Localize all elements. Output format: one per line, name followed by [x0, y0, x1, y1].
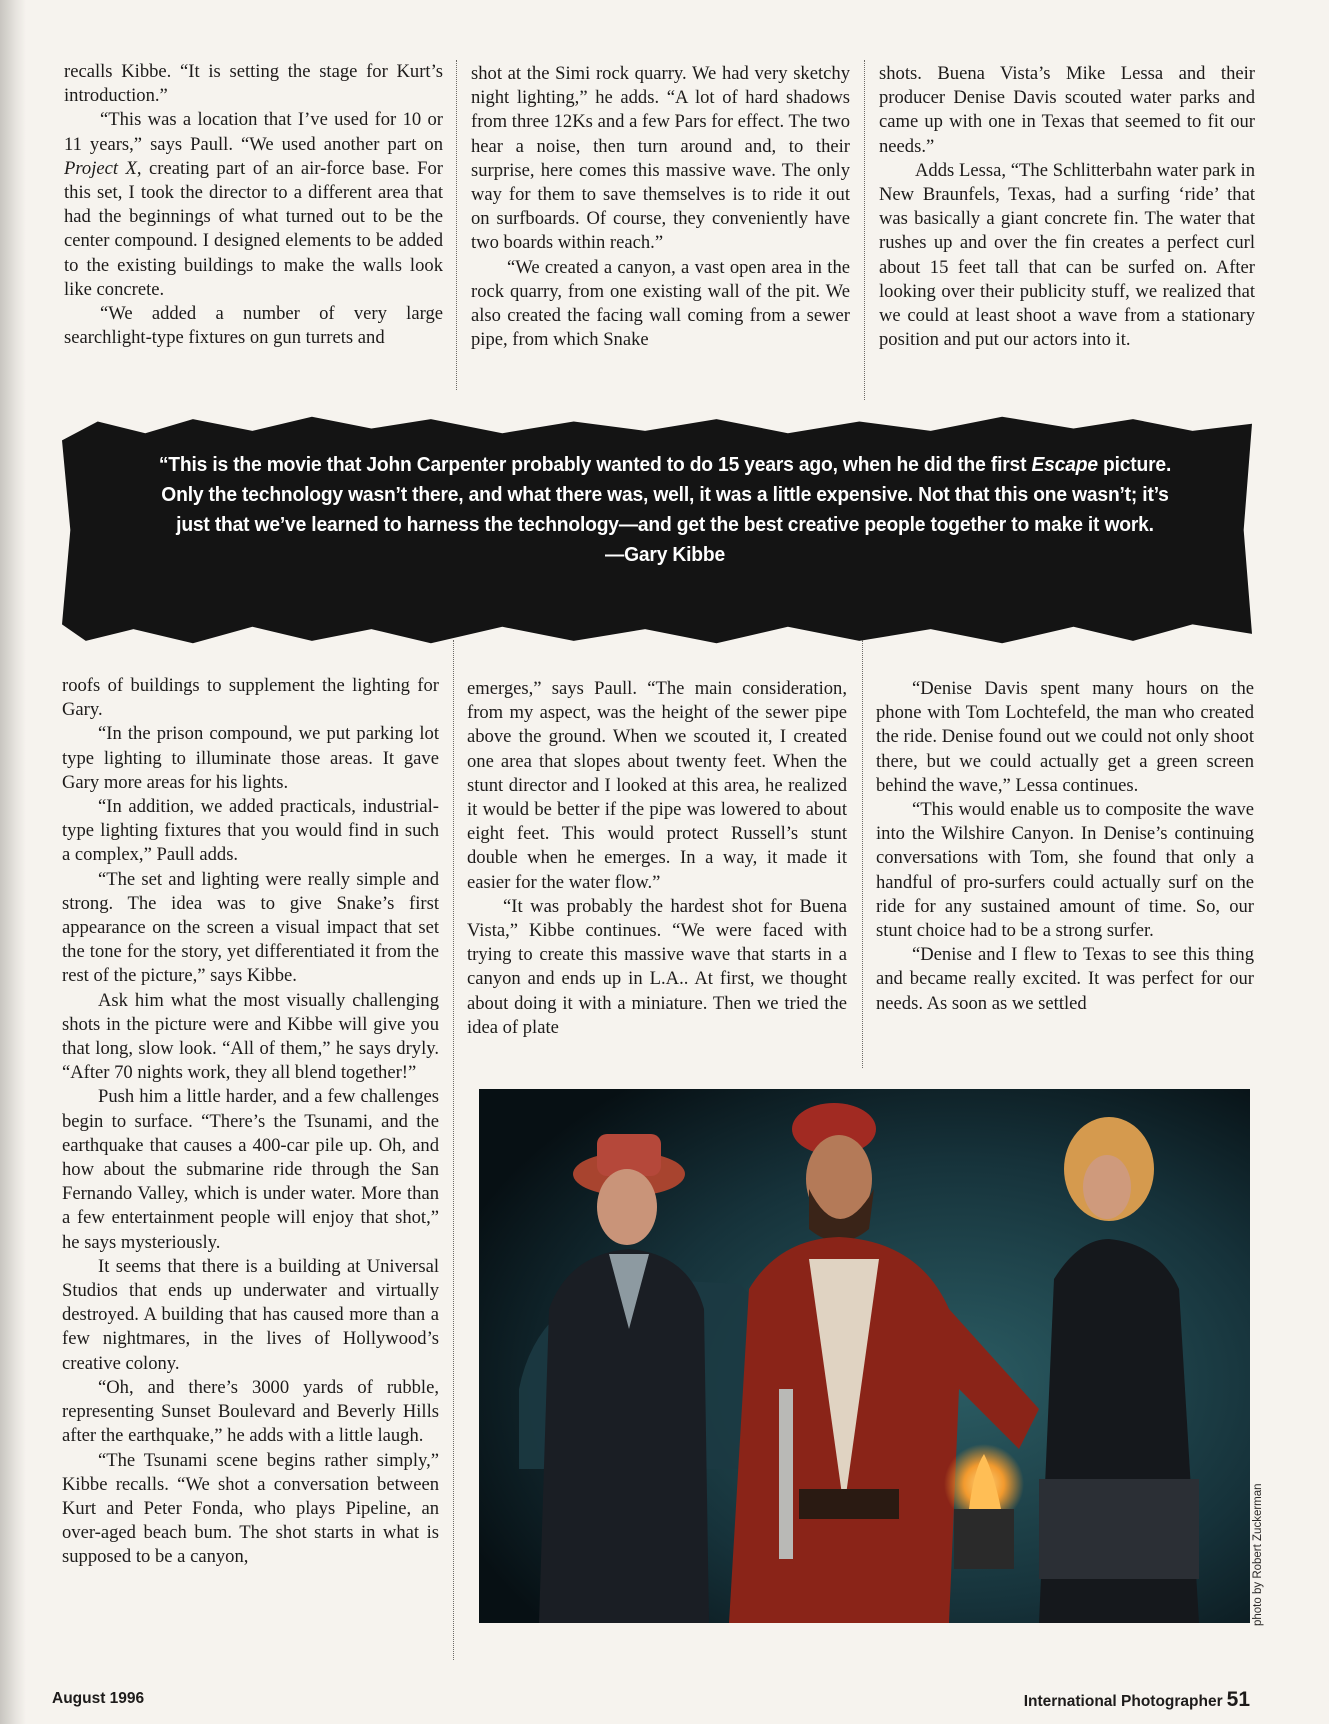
paragraph: “In addition, we added practicals, industrial-type lighting fixtures that you would find in such a complex,” Paull adds.: [62, 796, 439, 866]
belt: [799, 1489, 899, 1519]
paragraph: “In the prison compound, we put parking lot type lighting to illuminate those areas. It gave Gary more areas for his lights.: [62, 723, 439, 793]
paragraph: It seems that there is a building at Universal Studios that ends up underwater and virtually destroyed. A building that has caused more than a few nightmares, in the lives of Hollywood’s creative colony.: [62, 1255, 439, 1374]
column-divider: [453, 640, 454, 1660]
gun-barrel: [779, 1389, 793, 1559]
paragraph: “The Tsunami scene begins rather simply,” Kibbe recalls. “We shot a conversation between Kurt and Peter Fonda, who plays Pipeline, an over-aged beach bum. The shot starts in what is supposed to be a canyon,: [62, 1449, 439, 1568]
page-spine-shadow: [0, 0, 26, 1724]
pull-quote-italic: Escape: [1031, 453, 1098, 476]
paragraph: “We created a canyon, a vast open area in the rock quarry, from one existing wall of the pit. We also created the facing wall coming from a sewer pipe, from which Snake: [471, 256, 850, 351]
column-bottom-left: [62, 674, 439, 1656]
paragraph: “It was probably the hardest shot for Buena Vista,” Kibbe continues. “We were faced with trying to create this massive wave that starts in a canyon and ends up in L.A.. At first, we thought about doing it with a miniature. Then we tried the idea of plate: [467, 895, 847, 1038]
face-right: [1083, 1155, 1131, 1219]
paragraph: shot at the Simi rock quarry. We had very sketchy night lighting,” he adds. “A lot of hard shadows from three 12Ks and a few Pars for effect. The two hear a noise, then turn around and, to their surprise, here comes this massive wave. The only way for them to save themselves is to ride it out on surfboards. Of course, they conveniently have two boards within reach.”: [471, 63, 850, 254]
paragraph: “This would enable us to composite the wave into the Wilshire Canyon. In Denise’s continuing conversations with Tom, she found that only a handful of pro-surfers could actually surf on the ride for any sustained amount of time. So, our stunt choice had to be a strong surfer.: [876, 799, 1254, 942]
fire-barrel: [954, 1509, 1014, 1569]
footer-folio: [1024, 1688, 1250, 1712]
page-number: 51: [1226, 1688, 1250, 1711]
shorts: [1039, 1479, 1199, 1579]
pull-quote-attribution: —Gary Kibbe: [604, 543, 725, 566]
column-top-right: [879, 62, 1255, 388]
column-bottom-middle: [467, 677, 847, 1063]
face-left: [597, 1169, 657, 1245]
column-divider: [862, 640, 863, 1068]
footer-date: August 1996: [52, 1690, 145, 1707]
column-divider: [864, 60, 865, 400]
paragraph: Push him a little harder, and a few challenges begin to surface. “There’s the Tsunami, and the earthquake that causes a 400-car pile up. Oh, and how about the submarine ride through the San Fernando Valley, which is under water. More than a few entertainment people will enjoy that shot,” he says mysteriously.: [62, 1086, 439, 1253]
paragraph: recalls Kibbe. “It is setting the stage for Kurt’s introduction.”: [64, 61, 443, 107]
paragraph: “Denise and I flew to Texas to see this thing and became really excited. It was perfect for our needs. As soon as we settled: [876, 944, 1254, 1014]
column-top-middle: [471, 62, 850, 388]
paragraph: emerges,” says Paull. “The main consideration, from my aspect, was the height of the sewer pipe above the ground. When we scouted it, I created one area that slopes about twenty feet. When the stunt director and I looked at this area, he realized it would be better if the pipe was lowered to about eight feet. This would protect Russell’s stunt double when he emerges. In a way, it made it easier for the water flow.”: [467, 678, 847, 893]
photo-credit: photo by Robert Zuckerman: [1252, 1483, 1264, 1626]
column-bottom-right: [876, 677, 1254, 1063]
paragraph: roofs of buildings to supplement the lighting for Gary.: [62, 675, 439, 721]
paragraph: “This was a location that I’ve used for 10 or 11 years,” says Paull. “We used another part on Project X, creating part of an air-force base. For this set, I took the director to a different area that had the beginnings of what turned out to be the center compound. I designed elements to be added to the existing buildings to make the walls look like concrete.: [64, 109, 443, 300]
paragraph: “Oh, and there’s 3000 yards of rubble, representing Sunset Boulevard and Beverly Hills after the earthquake,” he adds with a little laugh.: [62, 1376, 439, 1447]
paragraph: “Denise Davis spent many hours on the phone with Tom Lochtefeld, the man who created the ride. Denise found out we could not only shoot there, but we could actually get a green screen behind the wave,” Lessa continues.: [876, 678, 1254, 796]
film-still-photo: [479, 1089, 1250, 1623]
pull-quote: “This is the movie that John Carpenter probably wanted to do 15 years ago, when he did the first Escape picture. Only the technology wasn’t there, and what there was, well, it was a little expensive. Not that this one wasn’t; it’s just that we’ve learned to harness the technology—and get the best creative people together to make it work. —Gary Kibbe: [153, 450, 1178, 570]
paragraph: shots. Buena Vista’s Mike Lessa and their producer Denise Davis scouted water parks and came up with one in Texas that seemed to fit our needs.”: [879, 63, 1255, 157]
photo-illustration: [479, 1089, 1250, 1623]
italic-title: Project X: [64, 157, 137, 179]
paragraph: “The set and lighting were really simple and strong. The idea was to give Snake’s first appearance on the screen a visual impact that set the tone for the story, yet differentiated it from the rest of the picture,” says Kibbe.: [62, 868, 439, 987]
paragraph: “We added a number of very large searchlight-type fixtures on gun turrets and: [64, 303, 443, 349]
column-divider: [456, 60, 457, 390]
publication-name: International Photographer: [1023, 1693, 1223, 1710]
column-top-left: [64, 60, 443, 388]
paragraph: Adds Lessa, “The Schlitterbahn water park in New Braunfels, Texas, had a surfing ‘ride’ that was basically a giant concrete fin. The water that rushes up and over the fin creates a perfect curl about 15 feet tall that can be surfed on. After looking over their publicity stuff, we realized that we could at least shoot a wave from a stationary position and put our actors into it.: [879, 159, 1255, 351]
paragraph: Ask him what the most visually challenging shots in the picture were and Kibbe will give you that long, slow look. “All of them,” he says dryly. “After 70 nights work, they all blend together!”: [62, 989, 439, 1084]
